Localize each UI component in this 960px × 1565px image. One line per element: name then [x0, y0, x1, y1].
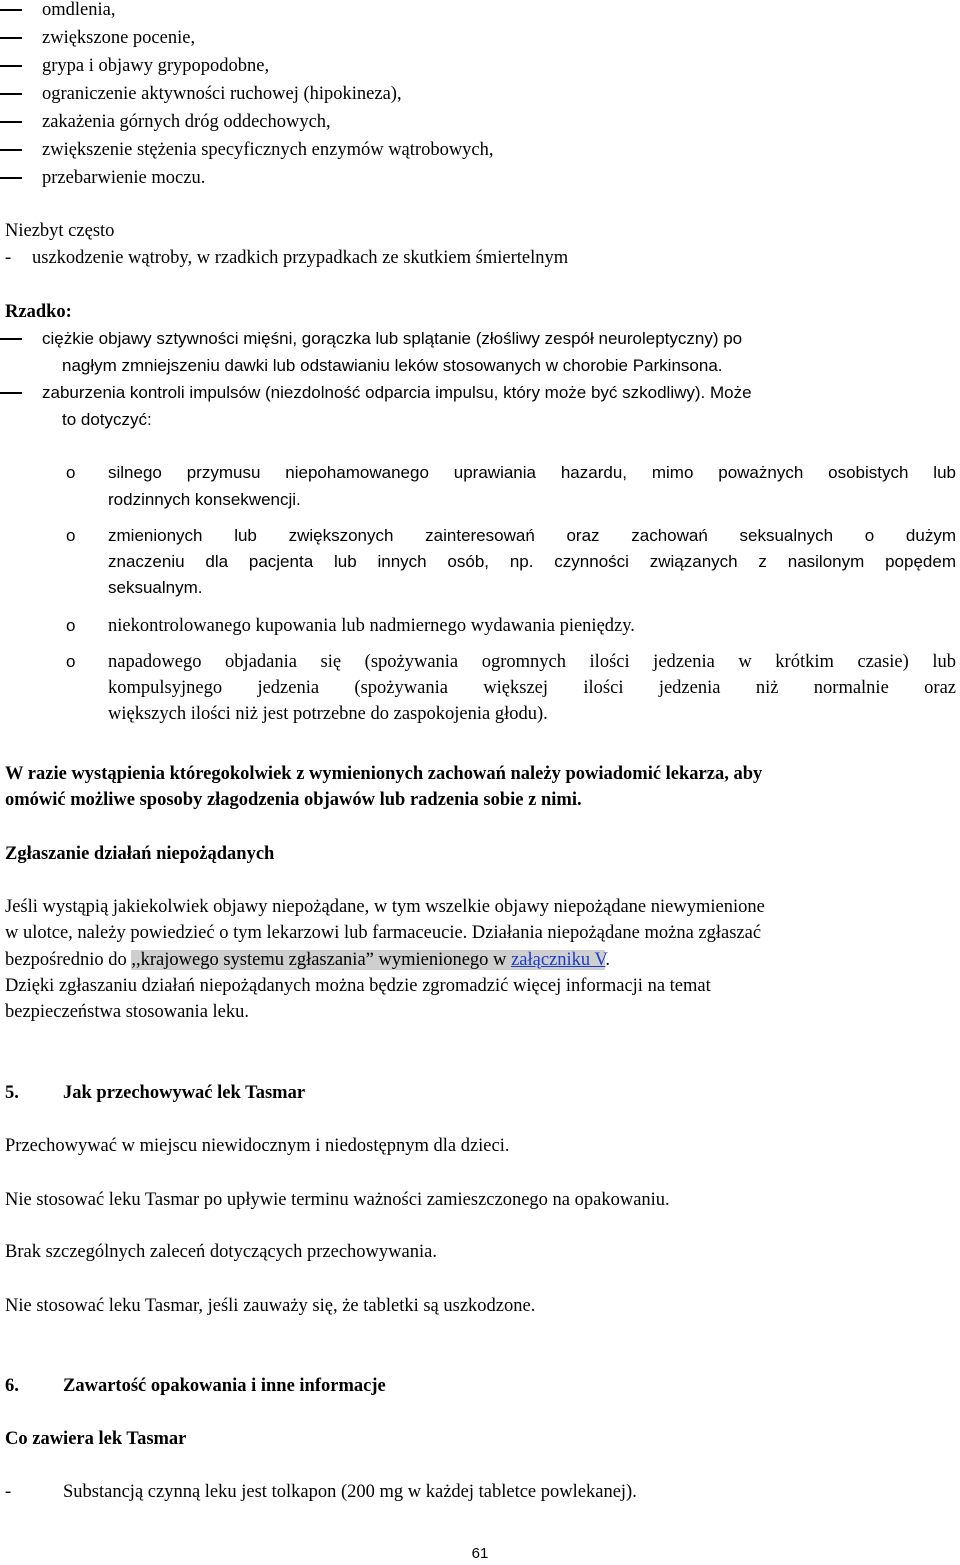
list-item-text: ograniczenie aktywności ruchowej (hipokineza),: [42, 84, 402, 104]
list-item: [0, 26, 960, 50]
list-item: [0, 54, 960, 78]
list-item: [0, 138, 960, 162]
reporting-text: Dzięki zgłaszaniu działań niepożądanych można będzie zgromadzić więcej informacji na temat: [5, 976, 711, 996]
section-paragraph: Brak szczególnych zaleceń dotyczących przechowywania.: [5, 1242, 437, 1262]
rare-item: ciężkie objawy sztywności mięśni, gorączka lub splątanie (złośliwy zespół neuroleptyczny) po: [0, 327, 960, 351]
dash-bullet: [0, 392, 22, 394]
list-item-text: grypa i objawy grypopodobne,: [42, 56, 270, 76]
dash-bullet: [0, 65, 22, 67]
page-number: 61: [471, 1545, 489, 1562]
section-title: Jak przechowywać lek Tasmar: [63, 1083, 306, 1103]
list-item-text: kompulsyjnego jedzenia (spożywania większej ilości jedzenia niż normalnie oraz: [108, 678, 956, 698]
dash-bullet: [0, 177, 22, 179]
list-item-text: rodzinnych konsekwencji.: [108, 490, 301, 509]
rare-item-cont: to dotyczyć:: [62, 410, 152, 429]
list-item-text: napadowego objadania się (spożywania ogromnych ilości jedzenia w krótkim czasie) lub: [108, 652, 956, 672]
list-item-text: omdlenia,: [42, 0, 116, 20]
o-bullet: o: [66, 616, 76, 635]
section-paragraph: Nie stosować leku Tasmar po upływie terminu ważności zamieszczonego na opakowaniu.: [5, 1190, 670, 1210]
list-item: [0, 0, 960, 22]
reporting-system-highlight: ,,krajowego systemu zgłaszania” wymienionego w załączniku V: [131, 950, 606, 970]
annex-link[interactable]: załączniku V: [511, 950, 606, 970]
section-number: 5.: [5, 1083, 19, 1103]
list-item-text: silnego przymusu niepohamowanego uprawiania hazardu, mimo poważnych osobistych lub: [108, 463, 956, 482]
warning-text: W razie wystąpienia któregokolwiek z wymienionych zachowań należy powiadomić lekarza, aby: [5, 764, 763, 784]
dash-bullet: [0, 121, 22, 123]
rare-item-cont: nagłym zmniejszeniu dawki lub odstawianiu leków stosowanych w chorobie Parkinsona.: [62, 356, 723, 375]
list-item: [0, 166, 960, 190]
ingredient-item: Substancją czynną leku jest tolkapon (200 mg w każdej tabletce powlekanej).: [63, 1482, 637, 1502]
ingredient-marker: -: [5, 1482, 12, 1502]
o-bullet: o: [66, 463, 76, 482]
section-paragraph: Nie stosować leku Tasmar, jeśli zauważy się, że tabletki są uszkodzone.: [5, 1296, 536, 1316]
section-paragraph: Przechowywać w miejscu niewidocznym i niedostępnym dla dzieci.: [5, 1136, 510, 1156]
dash-bullet: [0, 37, 22, 39]
reporting-text: bezpieczeństwa stosowania leku.: [5, 1002, 250, 1022]
list-item-text: znaczeniu dla pacjenta lub innych osób, np. czynności związanych z nasilonym popędem: [108, 552, 956, 571]
list-item-text: seksualnym.: [108, 578, 203, 597]
uncommon-item: uszkodzenie wątroby, w rzadkich przypadkach ze skutkiem śmiertelnym: [32, 248, 569, 268]
section-subheading: Co zawiera lek Tasmar: [5, 1429, 187, 1449]
dash-bullet: [0, 93, 22, 95]
list-item: [0, 110, 960, 134]
list-item-text: zwiększone pocenie,: [42, 28, 196, 48]
list-item-text: niekontrolowanego kupowania lub nadmiernego wydawania pieniędzy.: [108, 616, 635, 636]
list-item-text: zakażenia górnych dróg oddechowych,: [42, 112, 331, 132]
dash-bullet: [0, 9, 22, 11]
dash-bullet: [0, 149, 22, 151]
reporting-text: w ulotce, należy powiedzieć o tym lekarzowi lub farmaceucie. Działania niepożądane można zgłaszać: [5, 923, 762, 943]
list-item-text: przebarwienie moczu.: [42, 168, 206, 188]
reporting-heading: Zgłaszanie działań niepożądanych: [5, 844, 275, 864]
o-bullet: o: [66, 652, 76, 671]
reporting-text: bezpośrednio do ,,krajowego systemu zgłaszania” wymienionego w załączniku V.: [5, 950, 611, 970]
uncommon-heading: Niezbyt często: [5, 221, 115, 241]
section-title: Zawartość opakowania i inne informacje: [63, 1376, 386, 1396]
reporting-text: Jeśli wystąpią jakiekolwiek objawy niepożądane, w tym wszelkie objawy niepożądane niewymienione: [5, 897, 765, 917]
list-item-text: zmienionych lub zwiększonych zainteresowań oraz zachowań seksualnych o dużym: [108, 526, 956, 545]
rare-item: zaburzenia kontroli impulsów (niezdolność odparcia impulsu, który może być szkodliwy). Może: [0, 381, 960, 405]
dash-bullet: [0, 338, 22, 340]
section-number: 6.: [5, 1376, 19, 1396]
uncommon-marker: -: [5, 248, 12, 268]
list-item: [0, 82, 960, 106]
list-item-text: zwiększenie stężenia specyficznych enzymów wątrobowych,: [42, 140, 494, 160]
o-bullet: o: [66, 526, 76, 545]
rare-heading: Rzadko:: [5, 302, 72, 322]
list-item-text: większych ilości niż jest potrzebne do zaspokojenia głodu).: [108, 704, 548, 724]
warning-text: omówić możliwe sposoby złagodzenia objawów lub radzenia sobie z nimi.: [5, 790, 582, 810]
